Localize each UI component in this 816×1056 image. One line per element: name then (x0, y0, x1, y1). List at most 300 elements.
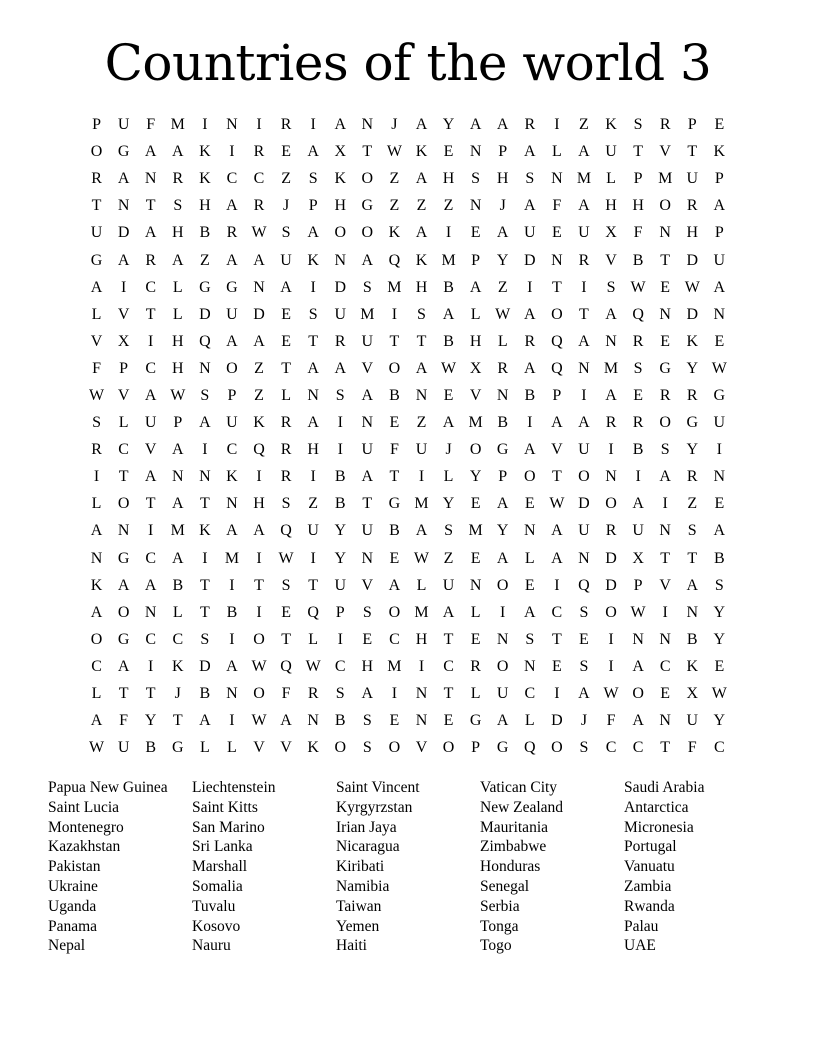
grid-letter: A (117, 170, 130, 188)
word-bank-item: Pakistan (48, 858, 101, 876)
grid-letter: N (469, 197, 482, 215)
grid-row (83, 707, 733, 734)
grid-letter: L (172, 603, 183, 621)
grid-letter: G (469, 712, 482, 730)
grid-letter: I (229, 143, 235, 161)
grid-letter: U (713, 414, 726, 432)
word-bank-item: Mauritania (480, 818, 549, 836)
word-bank-item: Irian Jaya (336, 818, 397, 836)
grid-letter: A (144, 468, 157, 486)
grid-letter: D (334, 278, 347, 296)
grid-letter: Y (469, 468, 482, 486)
grid-letter: A (551, 414, 563, 432)
grid-letter: A (524, 197, 536, 215)
grid-letter: A (524, 603, 536, 621)
grid-letter: D (199, 305, 211, 323)
grid-letter: V (117, 386, 130, 404)
grid-letter: A (171, 441, 184, 459)
grid-letter: B (389, 522, 400, 540)
grid-row (83, 409, 733, 436)
word-search-grid (83, 111, 733, 761)
grid-letter: I (310, 468, 316, 486)
grid-letter: E (660, 332, 671, 350)
grid-letter: O (117, 495, 130, 513)
grid-letter: B (199, 224, 211, 242)
grid-letter: A (388, 576, 401, 594)
grid-letter: N (415, 685, 428, 703)
word-bank-item: Nicaragua (336, 838, 400, 856)
word-bank-item: Marshall (192, 858, 248, 876)
grid-letter: H (605, 197, 617, 215)
word-bank-item: Saint Vincent (336, 779, 420, 796)
grid-letter: A (144, 143, 157, 161)
grid-letter: N (415, 712, 428, 730)
word-bank-item: San Marino (192, 818, 265, 836)
grid-letter: A (226, 251, 238, 269)
grid-letter: A (551, 549, 563, 567)
grid-letter: W (88, 739, 105, 757)
grid-row (83, 382, 733, 409)
grid-letter: L (497, 332, 508, 350)
grid-letter: H (199, 197, 211, 215)
word-column (336, 778, 480, 956)
grid-letter: B (443, 332, 454, 350)
grid-letter: A (226, 197, 238, 215)
grid-letter: M (360, 305, 375, 323)
grid-letter: H (361, 657, 374, 675)
grid-letter: B (334, 495, 346, 513)
grid-letter: K (686, 332, 699, 350)
grid-letter: A (632, 495, 644, 513)
grid-letter: Z (416, 197, 427, 215)
grid-letter: N (253, 278, 265, 296)
grid-letter: C (226, 170, 238, 188)
grid-letter: C (145, 549, 157, 567)
grid-letter: O (632, 685, 644, 703)
grid-letter: K (199, 170, 211, 188)
grid-letter: Z (199, 251, 210, 269)
grid-letter: O (253, 630, 265, 648)
grid-letter: P (119, 359, 129, 377)
grid-letter: B (443, 278, 454, 296)
grid-letter: S (606, 278, 616, 296)
grid-letter: A (199, 712, 211, 730)
grid-letter: O (226, 359, 238, 377)
grid-letter: J (282, 197, 290, 215)
grid-letter: A (415, 224, 428, 242)
grid-letter: F (92, 359, 101, 377)
grid-letter: H (469, 332, 482, 350)
grid-letter: M (170, 116, 185, 134)
word-bank-item: Namibia (336, 877, 390, 895)
grid-letter: G (117, 549, 130, 567)
grid-letter: C (172, 630, 184, 648)
grid-letter: R (605, 522, 617, 540)
grid-letter: A (253, 522, 265, 540)
grid-letter: T (551, 278, 562, 296)
grid-letter: E (443, 143, 454, 161)
grid-letter: G (90, 251, 103, 269)
grid-letter: O (253, 685, 265, 703)
grid-letter: S (525, 170, 535, 188)
grid-letter: W (711, 359, 727, 377)
grid-letter: E (660, 685, 671, 703)
grid-letter: N (199, 468, 211, 486)
grid-letter: H (253, 495, 265, 513)
grid-letter: M (414, 603, 429, 621)
grid-letter: R (470, 657, 481, 675)
word-bank-item: Saudi Arabia (624, 779, 705, 796)
grid-letter: X (686, 685, 699, 703)
grid-letter: U (415, 441, 428, 459)
word-bank-item: Yemen (336, 917, 380, 935)
grid-letter: A (117, 657, 130, 675)
grid-letter: L (470, 685, 481, 703)
grid-letter: E (389, 712, 400, 730)
grid-letter: F (633, 224, 643, 242)
grid-letter: A (686, 576, 699, 594)
grid-letter: U (578, 522, 590, 540)
grid-letter: Q (524, 739, 536, 757)
grid-letter: I (608, 441, 614, 459)
grid-letter: C (226, 441, 238, 459)
grid-letter: M (468, 522, 483, 540)
grid-letter: T (172, 712, 183, 730)
grid-letter: B (334, 468, 346, 486)
grid-letter: T (145, 305, 156, 323)
grid-letter: W (413, 549, 430, 567)
grid-letter: G (361, 197, 374, 215)
grid-row (83, 653, 733, 680)
grid-letter: L (281, 386, 291, 404)
word-bank-item: Nauru (192, 937, 231, 955)
grid-letter: D (199, 657, 211, 675)
grid-letter: K (713, 143, 726, 161)
grid-letter: B (632, 441, 644, 459)
grid-letter: N (578, 359, 590, 377)
grid-letter: Q (280, 657, 292, 675)
grid-row (83, 463, 733, 490)
word-bank-item: Sri Lanka (192, 838, 253, 856)
grid-letter: T (443, 685, 454, 703)
grid-letter: R (280, 116, 292, 134)
grid-letter: K (605, 116, 617, 134)
grid-letter: I (635, 468, 641, 486)
grid-letter: U (442, 576, 455, 594)
grid-letter: Z (254, 386, 264, 404)
grid-row (83, 545, 733, 572)
grid-letter: I (148, 332, 154, 350)
grid-letter: T (145, 495, 156, 513)
grid-letter: C (524, 685, 536, 703)
grid-letter: M (387, 278, 402, 296)
grid-letter: P (471, 739, 481, 757)
grid-letter: O (388, 603, 401, 621)
grid-letter: N (524, 522, 536, 540)
grid-letter: T (199, 603, 210, 621)
word-bank-item: Honduras (480, 858, 541, 876)
grid-letter: O (117, 603, 130, 621)
grid-letter: A (551, 522, 563, 540)
grid-letter: S (281, 576, 291, 594)
grid-letter: V (280, 739, 292, 757)
grid-letter: S (362, 603, 372, 621)
grid-letter: Y (334, 522, 347, 540)
grid-letter: N (307, 712, 319, 730)
grid-letter: N (415, 386, 428, 404)
grid-letter: A (253, 332, 265, 350)
grid-letter: A (361, 386, 374, 404)
grid-letter: G (226, 278, 238, 296)
grid-letter: A (361, 685, 374, 703)
grid-letter: A (496, 224, 509, 242)
grid-letter: A (171, 495, 184, 513)
grid-letter: V (144, 441, 157, 459)
grid-letter: U (334, 305, 347, 323)
grid-letter: A (713, 278, 726, 296)
grid-letter: A (442, 603, 455, 621)
grid-letter: S (335, 386, 345, 404)
grid-letter: T (389, 468, 400, 486)
grid-letter: N (659, 224, 671, 242)
grid-letter: J (391, 116, 398, 134)
grid-letter: E (470, 495, 481, 513)
grid-letter: I (418, 657, 425, 675)
grid-letter: A (307, 414, 319, 432)
grid-letter: E (524, 495, 535, 513)
grid-letter: Y (334, 549, 347, 567)
grid-letter: A (415, 170, 428, 188)
grid-letter: R (334, 332, 346, 350)
grid-letter: G (117, 143, 130, 161)
grid-letter: C (145, 278, 157, 296)
grid-row (83, 490, 733, 517)
grid-letter: A (578, 332, 590, 350)
grid-letter: T (660, 739, 671, 757)
grid-letter: U (686, 712, 699, 730)
grid-letter: P (687, 116, 697, 134)
grid-row (83, 436, 733, 463)
grid-letter: Y (442, 495, 455, 513)
grid-letter: I (391, 305, 398, 323)
grid-letter: T (254, 576, 264, 594)
grid-letter: S (660, 441, 670, 459)
grid-letter: A (361, 251, 374, 269)
grid-letter: V (253, 739, 265, 757)
grid-letter: R (253, 143, 265, 161)
grid-letter: E (389, 414, 400, 432)
grid-row (83, 599, 733, 626)
grid-letter: A (171, 251, 184, 269)
grid-letter: E (470, 630, 481, 648)
grid-letter: I (310, 278, 316, 296)
grid-letter: W (88, 386, 105, 404)
grid-letter: I (337, 630, 343, 648)
page-title: Countries of the world 3 (104, 34, 712, 92)
grid-letter: S (200, 386, 210, 404)
grid-letter: W (251, 712, 267, 730)
grid-letter: R (172, 170, 184, 188)
grid-letter: Z (443, 549, 454, 567)
grid-letter: O (361, 170, 374, 188)
grid-letter: I (716, 441, 722, 459)
grid-letter: S (173, 197, 183, 215)
grid-letter: B (172, 576, 184, 594)
grid-letter: C (551, 603, 563, 621)
grid-letter: A (578, 685, 590, 703)
word-bank-item: Kazakhstan (48, 838, 121, 856)
grid-letter: F (606, 712, 616, 730)
grid-letter: D (686, 251, 699, 269)
grid-letter: A (144, 386, 157, 404)
grid-letter: N (226, 685, 238, 703)
grid-letter: S (200, 630, 210, 648)
grid-letter: R (497, 359, 509, 377)
grid-letter: P (714, 224, 724, 242)
grid-letter: X (605, 224, 617, 242)
grid-letter: A (90, 603, 103, 621)
word-bank-item: Antarctica (624, 798, 689, 816)
grid-letter: S (335, 685, 345, 703)
grid-row (83, 192, 733, 219)
grid-letter: Q (551, 359, 563, 377)
grid-letter: K (388, 224, 401, 242)
grid-letter: E (579, 630, 589, 648)
grid-letter: H (686, 224, 699, 242)
grid-letter: Z (254, 359, 264, 377)
grid-letter: S (281, 224, 291, 242)
word-bank-item: Taiwan (336, 897, 382, 915)
grid-letter: U (307, 522, 319, 540)
grid-letter: N (659, 630, 671, 648)
grid-letter: S (308, 305, 318, 323)
grid-letter: L (172, 305, 183, 323)
grid-letter: N (551, 170, 563, 188)
grid-letter: I (256, 116, 262, 134)
grid-letter: M (414, 495, 429, 513)
word-bank-item: Montenegro (48, 818, 124, 836)
grid-letter: R (686, 197, 698, 215)
grid-letter: K (686, 657, 699, 675)
grid-letter: A (199, 414, 211, 432)
grid-letter: M (576, 170, 592, 188)
grid-letter: N (659, 522, 671, 540)
grid-letter: N (117, 522, 130, 540)
grid-letter: P (714, 170, 724, 188)
grid-letter: M (441, 251, 456, 269)
grid-letter: N (605, 332, 617, 350)
grid-letter: Q (578, 576, 590, 594)
grid-letter: T (281, 359, 291, 377)
grid-letter: E (714, 332, 725, 350)
grid-letter: A (144, 224, 157, 242)
grid-letter: L (199, 739, 210, 757)
grid-letter: Q (199, 332, 211, 350)
grid-letter: P (92, 116, 101, 134)
grid-letter: S (362, 712, 372, 730)
word-bank-item: Vanuatu (624, 858, 675, 876)
grid-letter: A (307, 359, 319, 377)
grid-letter: A (144, 576, 157, 594)
grid-letter: A (307, 143, 319, 161)
grid-letter: B (686, 630, 698, 648)
grid-letter: U (578, 441, 590, 459)
grid-letter: A (496, 549, 509, 567)
grid-letter: N (469, 143, 482, 161)
grid-letter: H (632, 197, 644, 215)
grid-letter: D (578, 495, 590, 513)
grid-letter: L (308, 630, 319, 648)
grid-letter: G (117, 630, 130, 648)
grid-letter: W (441, 359, 457, 377)
grid-letter: A (415, 116, 428, 134)
grid-letter: I (93, 468, 100, 486)
grid-letter: I (527, 414, 533, 432)
grid-letter: O (90, 630, 103, 648)
grid-letter: T (362, 495, 373, 513)
grid-letter: L (416, 576, 427, 594)
grid-letter: I (608, 630, 614, 648)
grid-row (83, 111, 733, 138)
grid-letter: C (118, 441, 129, 459)
grid-letter: T (118, 468, 129, 486)
grid-row (83, 680, 733, 707)
grid-letter: U (686, 170, 699, 188)
grid-letter: W (495, 305, 511, 323)
grid-letter: U (280, 251, 292, 269)
grid-letter: W (684, 278, 700, 296)
grid-letter: L (91, 305, 102, 323)
grid-letter: P (498, 143, 508, 161)
grid-letter: A (334, 359, 347, 377)
grid-letter: E (470, 549, 481, 567)
grid-letter: E (281, 603, 291, 621)
grid-letter: C (253, 170, 265, 188)
grid-letter: Z (497, 278, 508, 296)
grid-letter: U (524, 224, 536, 242)
grid-letter: A (171, 549, 184, 567)
grid-letter: K (226, 468, 238, 486)
grid-letter: T (91, 197, 102, 215)
grid-letter: E (281, 332, 291, 350)
grid-letter: M (387, 657, 402, 675)
word-bank-item: Papua New Guinea (48, 779, 168, 796)
grid-letter: B (632, 251, 644, 269)
grid-letter: E (633, 386, 643, 404)
grid-letter: E (524, 576, 535, 594)
grid-letter: S (525, 630, 535, 648)
grid-letter: R (253, 197, 265, 215)
grid-letter: V (415, 739, 428, 757)
grid-letter: T (551, 468, 562, 486)
grid-letter: N (578, 549, 590, 567)
grid-letter: O (334, 224, 347, 242)
grid-letter: H (334, 197, 347, 215)
grid-letter: Z (281, 170, 291, 188)
grid-letter: R (226, 224, 238, 242)
grid-letter: E (389, 549, 400, 567)
grid-letter: R (632, 332, 644, 350)
grid-letter: S (633, 116, 643, 134)
word-bank (48, 778, 778, 956)
grid-letter: W (603, 685, 619, 703)
grid-letter: K (199, 143, 211, 161)
grid-letter: A (496, 495, 509, 513)
grid-letter: T (687, 143, 698, 161)
grid-letter: K (199, 522, 211, 540)
grid-row (83, 219, 733, 246)
word-bank-item: Tuvalu (192, 897, 236, 915)
